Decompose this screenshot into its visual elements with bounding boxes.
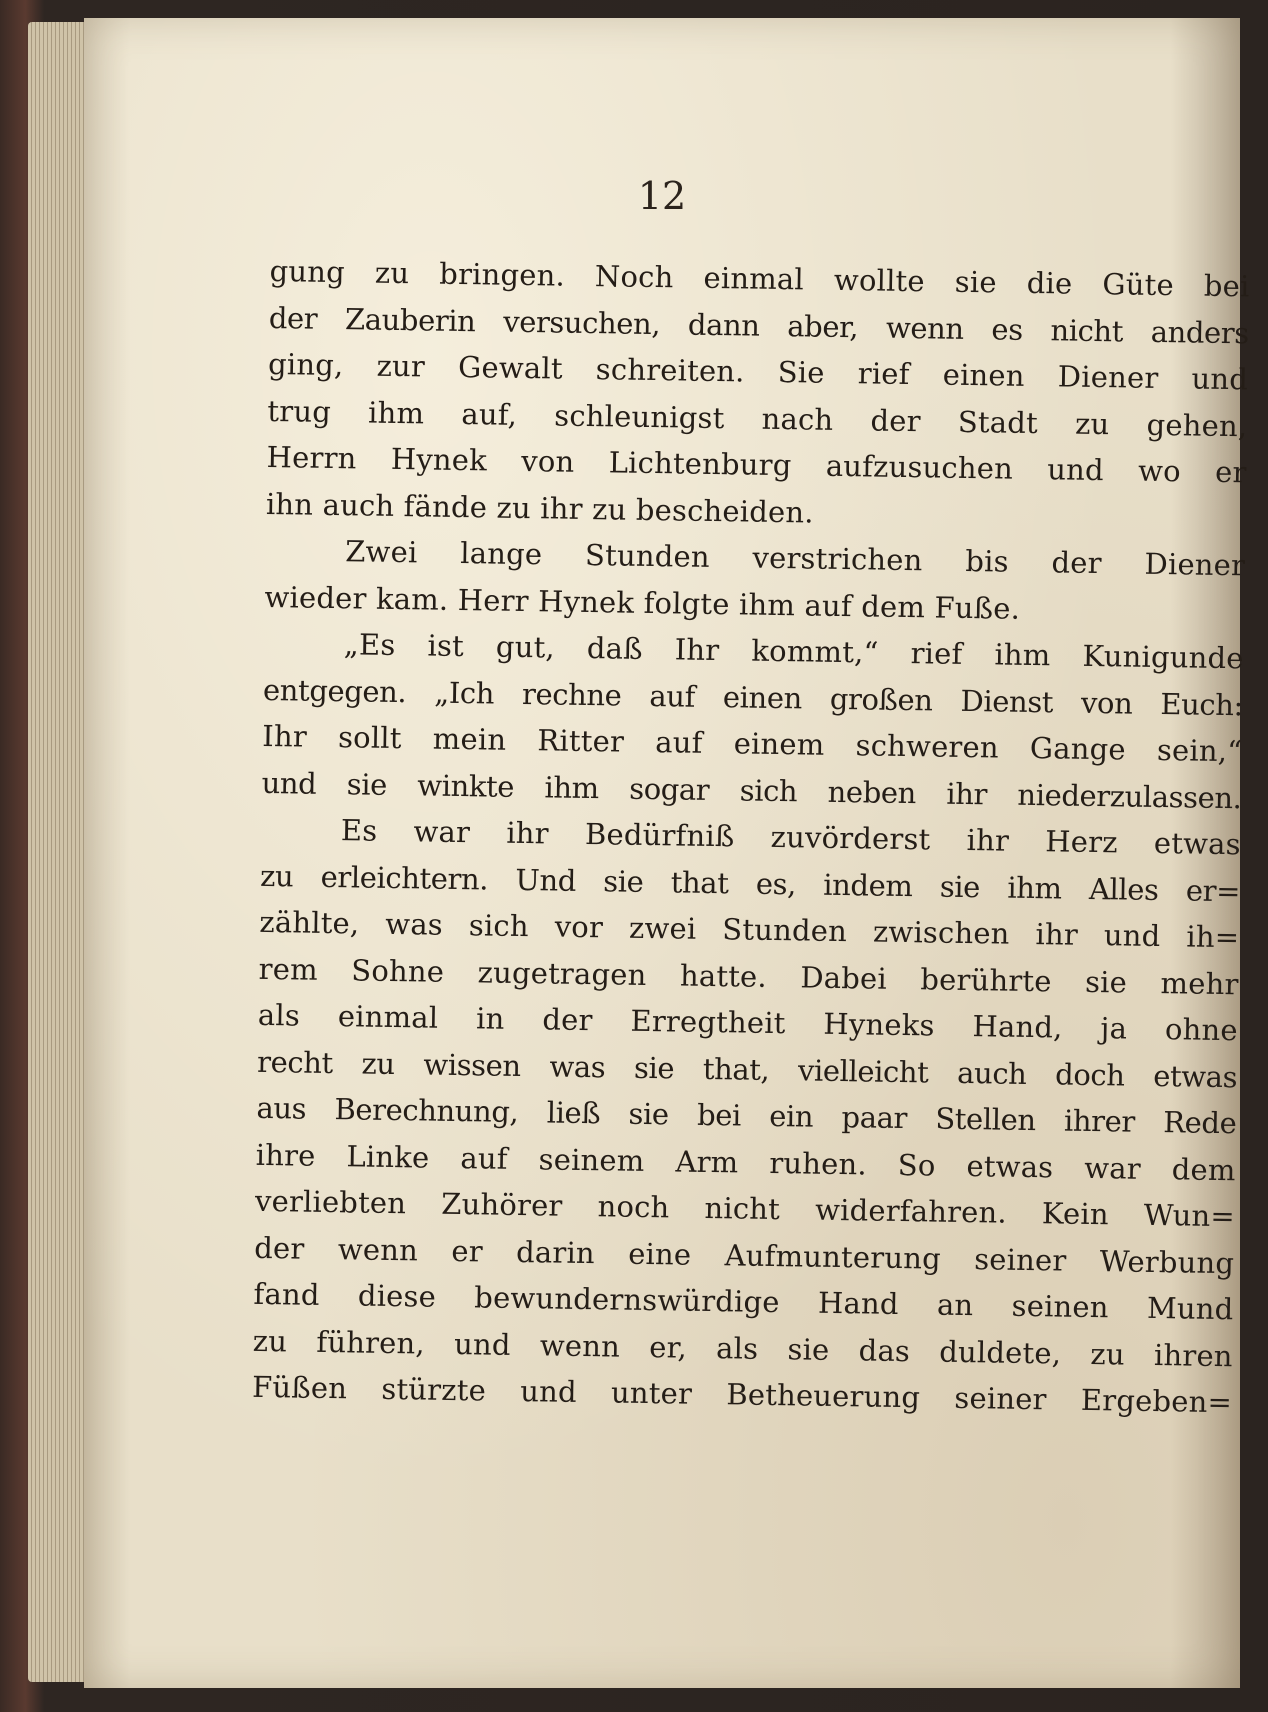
text-line: fand diese bewundernswürdige Hand an seinen Mund — [253, 1276, 1234, 1327]
text-line: Es war ihr Bedürfniß zuvörderst ihr Herz etwas — [340, 813, 1242, 862]
text-line: Füßen stürzte und unter Betheuerung seiner Ergeben= — [251, 1369, 1233, 1420]
text-line: ihre Linke auf seinem Arm ruhen. So etwas war dem — [255, 1137, 1236, 1187]
text-line: trug ihm auf, schleunigst nach der Stadt zu gehen, — [267, 393, 1248, 443]
text-line: der Zauberin versuchen, dann aber, wenn es nicht anders — [268, 300, 1250, 350]
text-line: verliebten Zuhörer noch nicht widerfahren. Kein Wun= — [254, 1183, 1236, 1234]
text-line: recht zu wissen was sie that, vielleicht auch doch etwas — [256, 1044, 1238, 1094]
text-line: wieder kam. Herr Hynek folgte ihm auf dem Fuße. — [264, 579, 1021, 626]
text-line: als einmal in der Erregtheit Hyneks Hand, ja ohne — [257, 997, 1239, 1048]
text-line: Zwei lange Stunden verstrichen bis der Diener — [344, 534, 1246, 583]
text-line: Ihr sollt mein Ritter auf einem schweren Gange sein,“ — [262, 718, 1243, 769]
text-line: rem Sohne zugetragen hatte. Dabei berührte sie mehr — [258, 951, 1239, 1001]
text-line: aus Berechnung, ließ sie bei ein paar Stellen ihrer Rede — [256, 1090, 1237, 1141]
book-page — [84, 18, 1250, 1688]
text-line: der wenn er darin eine Aufmunterung seiner Werbung — [254, 1230, 1235, 1280]
text-line: entgegen. „Ich rechne auf einen großen Dienst von Euch: — [262, 672, 1244, 722]
text-line: zählte, was sich vor zwei Stunden zwischen ihr und ih= — [259, 904, 1240, 955]
text-line: „Es ist gut, daß Ihr kommt,“ rief ihm Kunigunde — [343, 627, 1244, 676]
text-line: und sie winkte ihm sogar sich neben ihr niederzulassen. — [261, 765, 1242, 815]
body-text — [252, 248, 1250, 1426]
text-line: Herrn Hynek von Lichtenburg aufzusuchen und wo er — [266, 439, 1247, 490]
text-line: ihn auch fände zu ihr zu bescheiden. — [265, 486, 814, 530]
text-line: gung zu bringen. Noch einmal wollte sie die Güte bei — [269, 253, 1250, 304]
text-line: zu erleichtern. Und sie that es, indem sie ihm Alles er= — [259, 858, 1241, 908]
page-number: 12 — [637, 174, 687, 218]
text-line: ging, zur Gewalt schreiten. Sie rief einen Diener und — [267, 346, 1249, 397]
text-line: zu führen, und wenn er, als sie das duldete, zu ihren — [252, 1323, 1233, 1373]
